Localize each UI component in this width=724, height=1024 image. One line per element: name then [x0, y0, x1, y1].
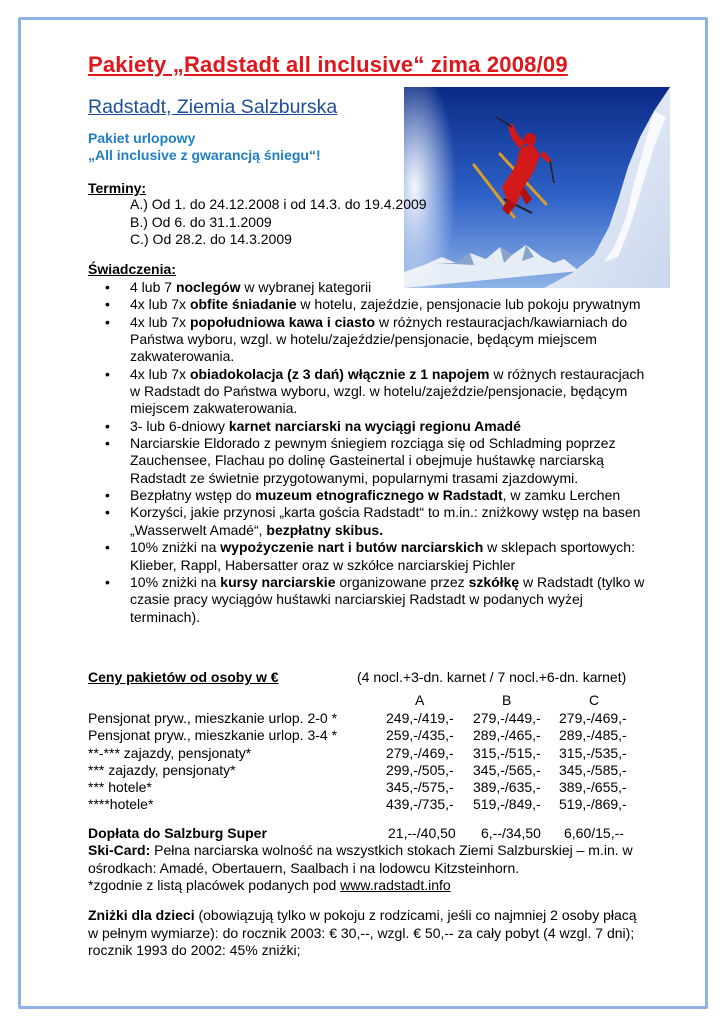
price-b: 289,-/465,- — [473, 727, 541, 744]
price-a: 345,-/575,- — [386, 779, 454, 796]
price-a: 279,-/469,- — [386, 744, 454, 761]
benefit-item: • Korzyści, jakie przynosi „karta gościa Radstadt“ to m.in.: zniżkowy wstęp na basen „Wasserwelt Amadé“, bezpłatny skibus. — [105, 504, 641, 538]
price-c: 279,-/469,- — [559, 710, 627, 726]
price-c: 315,-/535,- — [559, 744, 627, 761]
supplement-label: Dopłata do Salzburg Super — [88, 825, 267, 841]
column-c-header: C — [589, 692, 600, 708]
supplement-a: 21,--/40,50 — [388, 825, 456, 841]
price-b: 345,-/565,- — [473, 761, 541, 778]
price-b: 279,-/449,- — [473, 710, 541, 726]
skicard-note: *zgodnie z listą placówek podanych pod www.radstadt.info — [88, 876, 451, 893]
price-c: 289,-/485,- — [559, 727, 627, 744]
page-subtitle: Radstadt, Ziemia Salzburska — [88, 96, 338, 118]
price-a: 259,-/435,- — [386, 727, 454, 744]
benefit-item: • 3- lub 6-dniowy karnet narciarski na wyciągi regionu Amadé — [105, 417, 521, 434]
price-b: 519,-/849,- — [473, 796, 541, 813]
skier-photo — [404, 87, 670, 288]
benefit-item: • 4x lub 7x obfite śniadanie w hotelu, zajeździe, pensjonacie lub pokoju prywatnym — [105, 296, 641, 313]
bullet-icon: • — [105, 365, 110, 382]
price-b: 315,-/515,- — [473, 744, 541, 761]
benefit-item: • 10% zniżki na kursy narciarskie organizowane przez szkółkę w Radstadt (tylko w czasie pracy wyciągów huśtawki narciarskiej Radstadt w podanych wyżej terminach). — [105, 573, 645, 625]
bullet-icon: • — [105, 487, 110, 504]
package-line-1: Pakiet urlopowy — [88, 130, 196, 146]
price-b: 389,-/635,- — [473, 779, 541, 796]
benefits-list — [88, 279, 648, 626]
row-label: *** hotele* — [88, 779, 152, 796]
prices-note: (4 nocl.+3-dn. karnet / 7 nocl.+6-dn. karnet) — [357, 669, 627, 685]
term-b: B.) Od 6. do 31.1.2009 — [130, 213, 272, 230]
bullet-icon: • — [105, 313, 110, 330]
radstadt-link[interactable]: www.radstadt.info — [340, 876, 451, 893]
row-label: *** zajazdy, pensjonaty* — [88, 761, 236, 778]
prices-header — [88, 669, 648, 685]
term-c: C.) Od 28.2. do 14.3.2009 — [130, 231, 292, 248]
package-line-2: „All inclusive z gwarancją śniegu“! — [88, 147, 321, 163]
prices-heading: Ceny pakietów od osoby w € — [88, 669, 279, 685]
terms-list — [130, 196, 427, 249]
bullet-icon: • — [105, 573, 110, 590]
bullet-icon: • — [105, 417, 110, 434]
price-a: 249,-/419,- — [386, 710, 454, 726]
benefit-item: • 4 lub 7 noclegów w wybranej kategorii — [105, 279, 372, 295]
benefit-item: • 10% zniżki na wypożyczenie nart i butów narciarskich w sklepach sportowych: Klieber, Rappl, Habersatter oraz w szkółce narciarskiej Pichler — [105, 539, 635, 573]
bullet-icon: • — [105, 279, 110, 295]
benefit-item: • Bezpłatny wstęp do muzeum etnograficznego w Radstadt, w zamku Lerchen — [105, 487, 621, 504]
supplement-b: 6,--/34,50 — [481, 825, 541, 841]
row-label: ****hotele* — [88, 796, 154, 813]
row-label: Pensjonat pryw., mieszkanie urlop. 3-4 * — [88, 727, 338, 744]
benefits-heading: Świadczenia: — [88, 261, 176, 277]
row-label: **-*** zajazdy, pensjonaty* — [88, 744, 252, 761]
benefit-item: • Narciarskie Eldorado z pewnym śniegiem rozciąga się od Schladming poprzez Zauchensee, Flachau po dolinę Gasteinertal i obejmuje huśtawkę narciarską Radstadt ze świetnie przygotowanymi, popularnymi trasami zjazdowymi. — [105, 435, 616, 486]
price-a: 299,-/505,- — [386, 761, 454, 778]
term-a: A.) Od 1. do 24.12.2008 i od 14.3. do 19.4.2009 — [130, 196, 427, 212]
benefit-item: • 4x lub 7x obiadokolacja (z 3 dań) włącznie z 1 napojem w różnych restauracjach w Radstadt do Państwa wyboru, wzgl. w hotelu/zajeździe/pensjonacie, będącym miejscem zakwaterowania. — [105, 365, 645, 417]
bullet-icon: • — [105, 504, 110, 521]
price-a: 439,-/735,- — [386, 796, 454, 813]
page-title: Pakiety „Radstadt all inclusive“ zima 2008/09 — [88, 52, 568, 77]
supplement-c: 6,60/15,-- — [564, 825, 624, 841]
package-heading — [88, 130, 321, 164]
kids-label: Zniżki dla dzieci — [88, 907, 195, 923]
bullet-icon: • — [105, 539, 110, 556]
row-label: Pensjonat pryw., mieszkanie urlop. 2-0 * — [88, 710, 338, 726]
bullet-icon: • — [105, 435, 110, 452]
bullet-icon: • — [105, 296, 110, 313]
column-b-header: B — [502, 692, 512, 708]
skicard-label: Ski-Card: — [88, 842, 151, 859]
extras-section — [88, 825, 648, 894]
supplement-row — [88, 825, 648, 842]
terms-heading: Terminy: — [88, 180, 147, 196]
price-c: 389,-/655,- — [559, 779, 627, 796]
skicard-text: Ski-Card: Pełna narciarska wolność na wszystkich stokach Ziemi Salzburskiej – m.in. w ośrodkach: Amadé, Obertauern, Saalbach i na lodowcu Kitzsteinhorn. — [88, 842, 633, 876]
column-a-header: A — [415, 692, 425, 708]
price-c: 519,-/869,- — [559, 796, 627, 813]
price-c: 345,-/585,- — [559, 761, 627, 778]
benefit-item: • 4x lub 7x popołudniowa kawa i ciasto w różnych restauracjach/kawiarniach do Państwa wyboru, wzgl. w hotelu/zajeździe/pensjonacie, będącym miejscem zakwaterowania. — [105, 313, 628, 365]
kids-discount: Zniżki dla dzieci (obowiązują tylko w pokoju z rodzicami, jeśli co najmniej 2 osoby płacą w pełnym wymiarze): do rocznik 2003: € 30,--, wzgl. € 50,-- za cały pobyt (4 wzgl. 7 dni); rocznik 1993 do 2002: 45% zniżki; — [88, 907, 637, 959]
